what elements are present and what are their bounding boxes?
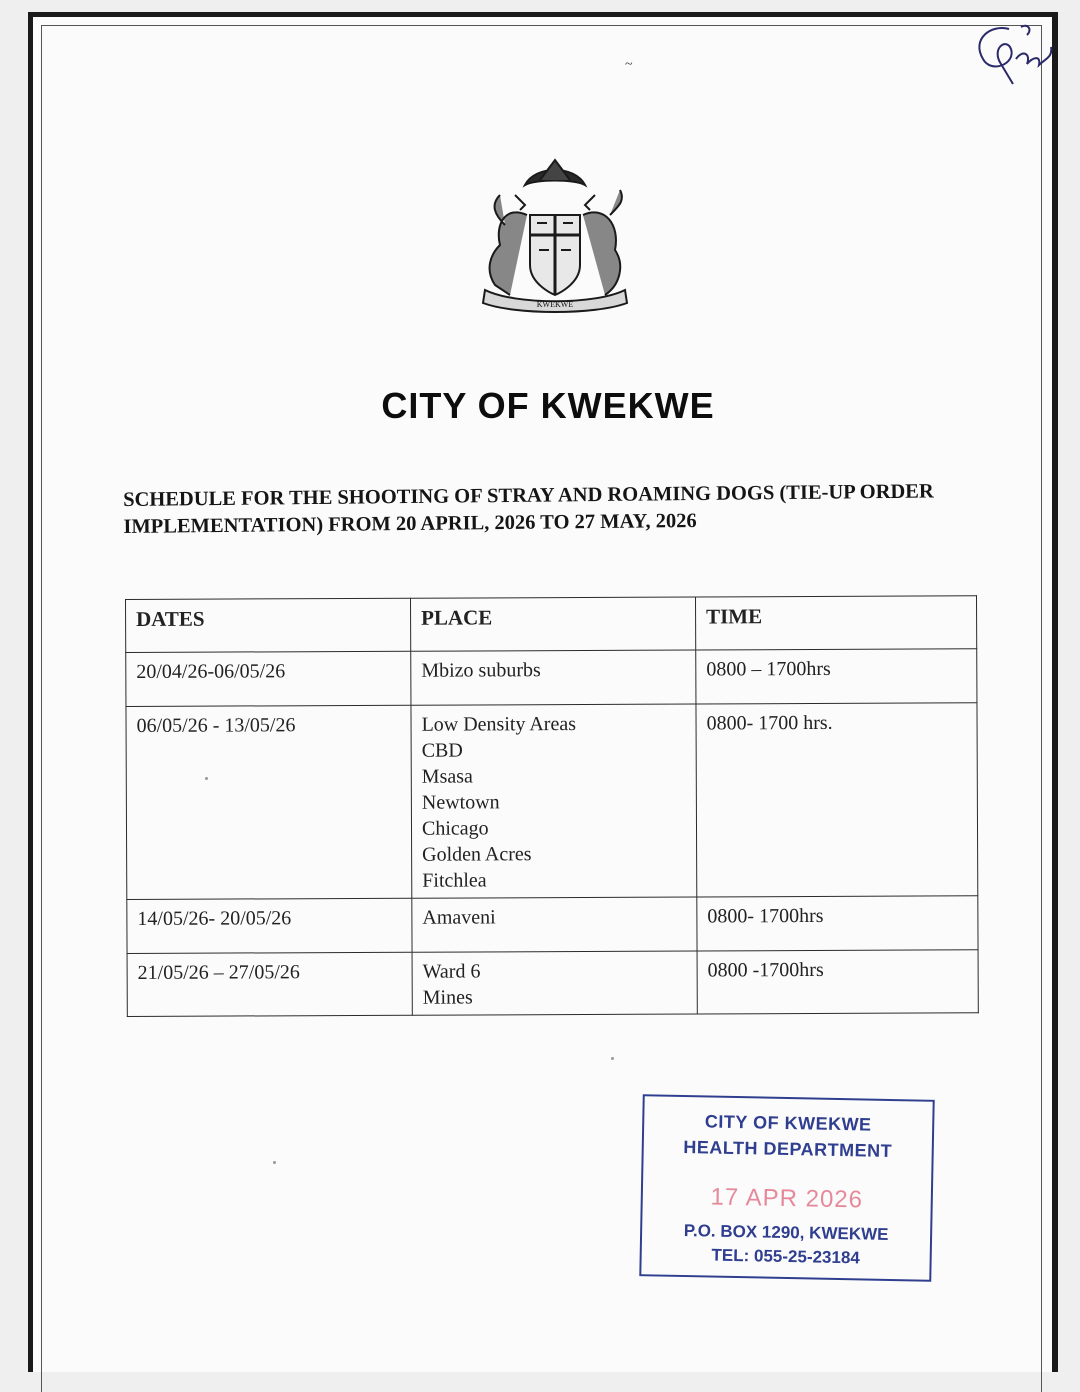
stamp-date: 17 APR 2026 — [710, 1183, 864, 1214]
place-item: CBD — [421, 739, 463, 762]
header-place: PLACE — [410, 597, 695, 651]
cell-place — [412, 897, 697, 952]
place-item: Mbizo suburbs — [421, 659, 541, 682]
place-item: Fitchlea — [422, 869, 487, 892]
stamp-line-phone: TEL: 055-25-23184 — [711, 1245, 861, 1268]
table-row — [127, 950, 978, 1017]
cell-time: 0800 – 1700hrs — [696, 649, 977, 704]
place-item: Golden Acres — [422, 843, 532, 866]
place-item: Newtown — [421, 791, 500, 814]
page-title: CITY OF KWEKWE — [381, 385, 715, 426]
tilde-mark: ~ — [625, 57, 633, 72]
header-dates: DATES — [126, 598, 411, 652]
table-row — [126, 703, 978, 900]
cell-time: 0800- 1700 hrs. — [696, 703, 978, 897]
place-item: Ward 6 — [422, 960, 481, 983]
stamp-line-address: P.O. BOX 1290, KWEKWE — [683, 1221, 889, 1244]
stamp-line-city: CITY OF KWEKWE — [704, 1111, 872, 1135]
place-item: Chicago — [421, 817, 489, 840]
ink-speck — [205, 777, 208, 780]
place-item: Low Density Areas — [421, 713, 577, 736]
cell-dates: 06/05/26 - 13/05/26 — [126, 705, 412, 899]
table-row — [126, 649, 977, 707]
place-item: Msasa — [421, 765, 473, 788]
cell-time: 0800 -1700hrs — [697, 950, 978, 1014]
cell-place — [411, 650, 696, 705]
ink-speck — [273, 1161, 276, 1164]
schedule-heading: SCHEDULE FOR THE SHOOTING OF STRAY AND ROAMING DOGS (TIE-UP ORDER IMPLEMENTATION) FROM 20 APRIL, 2026 TO 27 MAY, 2026 — [123, 480, 934, 538]
cell-place — [411, 704, 697, 898]
header-time: TIME — [695, 596, 976, 650]
table-header-row — [126, 596, 977, 653]
place-item: Mines — [422, 986, 473, 1009]
coat-of-arms-emblem — [455, 155, 655, 325]
cell-dates: 20/04/26-06/05/26 — [126, 651, 411, 706]
place-item: Amaveni — [422, 906, 496, 929]
cell-dates: 21/05/26 – 27/05/26 — [127, 952, 412, 1016]
stamp-line-department: HEALTH DEPARTMENT — [683, 1137, 893, 1162]
ink-speck — [611, 1057, 614, 1060]
cell-time: 0800- 1700hrs — [697, 896, 978, 951]
document-page — [28, 12, 1058, 1372]
cell-dates: 14/05/26- 20/05/26 — [127, 898, 412, 953]
table-row — [127, 896, 978, 954]
signature — [961, 19, 1061, 99]
motto-text: KWEKWE — [536, 300, 574, 309]
cell-place — [412, 951, 697, 1015]
department-stamp — [639, 1094, 934, 1282]
schedule-table — [125, 595, 979, 1017]
